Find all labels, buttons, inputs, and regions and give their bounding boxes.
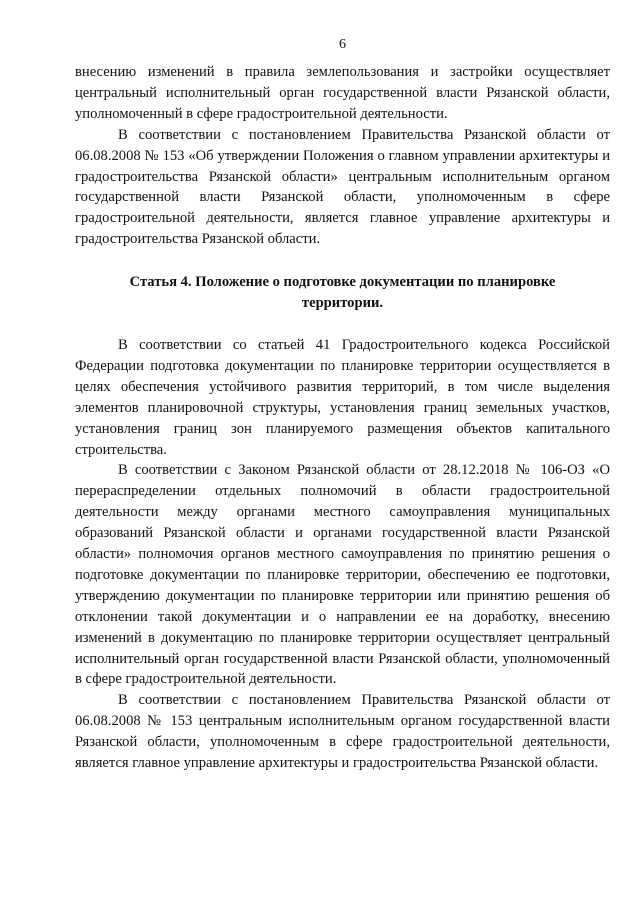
paragraph-article-41: В соответствии со статьей 41 Градостроительного кодекса Российской Федерации подготовка документации по планировке территории осуществляется в целях обеспечения устойчивого развития территорий, в том числе выделения элементов планировочной структуры, установления границ земельных участков, установления границ зон планируемого размещения объектов капитального строительства. [75, 336, 610, 458]
paragraph-law-106-oz: В соответствии с Законом Рязанской области от 28.12.2018 № 106-ОЗ «О перераспределении отдельных полномочий в области градостроительной деятельности между органами местного самоуправления муниципальных образований Рязанской области и органами государственной власти Рязанской области» полномочия органов местного самоуправления по принятию решения о подготовке документации по планировке территории, обеспечению ее подготовки, утверждению документации по планировке территории или принятию решения об отклонении такой документации и о направлении ее на доработку, внесению изменений в документацию по планировке территории осуществляет центральный исполнительный орган государственной власти Рязанской области, уполномоченный в сфере градостроительной деятельности. [75, 462, 610, 688]
paragraph-resolution-153: В соответствии с постановлением Правительства Рязанской области от 06.08.2008 № 153 «Об утверждении Положения о главном управлении архитектуры и градостроительства Рязанской области» центральным исполнительным органом государственной власти Рязанской области, уполномоченным в сфере градостроительной деятельности, является главное управление архитектуры и градостроительства Рязанской области. [75, 126, 610, 248]
article-4-title [75, 272, 610, 314]
paragraph-continuation: внесению изменений в правила землепользования и застройки осуществляет центральный исполнительный орган государственной власти Рязанской области, уполномоченный в сфере градостроительной деятельности. [75, 64, 610, 122]
page-number: 6 [339, 37, 346, 52]
article-4-title-line-1: Статья 4. Положение о подготовке документации по планировке [129, 274, 556, 291]
article-4-title-line-2: территории. [301, 295, 384, 312]
spacer [75, 314, 610, 335]
paragraph-resolution-153-authority: В соответствии с постановлением Правительства Рязанской области от 06.08.2008 № 153 центральным исполнительным органом государственной власти Рязанской области, уполномоченным в сфере градостроительной деятельности, является главное управление архитектуры и градостроительства Рязанской области. [75, 692, 610, 772]
document-page [75, 36, 610, 774]
